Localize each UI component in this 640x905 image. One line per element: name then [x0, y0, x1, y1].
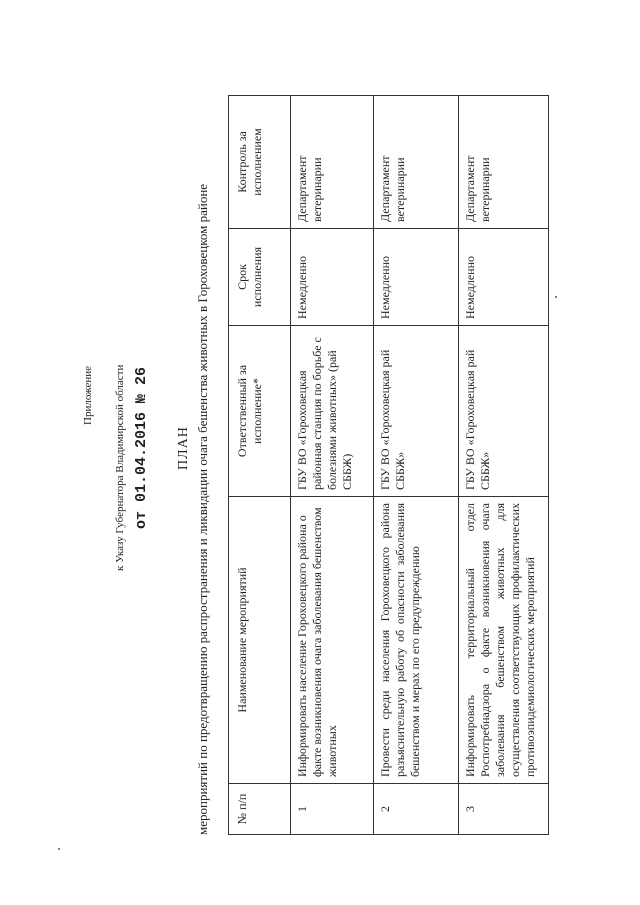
row-responsible: ГБУ ВО «Гороховецкая рай СББЖ» [374, 326, 459, 497]
plan-subtitle: мероприятий по предотвращению распространения и ликвидации очага бешенства животных в Гороховецком районе [195, 183, 210, 835]
row-control: Департамент ветеринарии [374, 96, 459, 229]
header-number: № п/п [229, 784, 291, 835]
row-action: Провести среди населения Гороховецкого района разъяснительную работу об опасности заболевания бешенством и мерах по его предупреждению [374, 497, 459, 784]
row-control: Департамент ветеринарии [459, 96, 549, 229]
table-row [459, 96, 549, 835]
row-action: Информировать население Гороховецкого района о факте возникновения очага заболевания бешенством животных [291, 497, 374, 784]
header-action: Наименование мероприятий [229, 497, 291, 784]
header-responsible: Ответственный за исполнение* [229, 326, 291, 497]
header-deadline: Срок исполнения [229, 229, 291, 326]
row-deadline: Немедленно [291, 229, 374, 326]
decree-reference: к Указу Губернатора Владимирской области [114, 364, 126, 571]
row-action: Информировать территориальный отдел Роспотребнадзора о факте возникновения очага заболевания бешенством животных для осуществления соответствующих профилактических противоэпидемиологических мероприятий [459, 497, 549, 784]
measures-table [228, 95, 549, 835]
row-number: 3 [459, 784, 549, 835]
row-number: 1 [291, 784, 374, 835]
table-header-row [229, 96, 291, 835]
row-control: Департамент ветеринарии [291, 96, 374, 229]
row-deadline: Немедленно [459, 229, 549, 326]
row-deadline: Немедленно [374, 229, 459, 326]
row-responsible: ГБУ ВО «Гороховецкая рай СББЖ» [459, 326, 549, 497]
header-control: Контроль за исполнением [229, 96, 291, 229]
row-number: 2 [374, 784, 459, 835]
table-row [291, 96, 374, 835]
scan-speck [555, 296, 557, 298]
plan-title: ПЛАН [176, 426, 191, 470]
decree-date-stamp: от 01.04.2016 № 26 [133, 366, 150, 529]
row-responsible: ГБУ ВО «Гороховецкая районная станция по борьбе с болезнями животных» (рай СББЖ) [291, 326, 374, 497]
table-row [374, 96, 459, 835]
appendix-label: Приложение [82, 365, 94, 425]
scan-speck [58, 848, 60, 850]
